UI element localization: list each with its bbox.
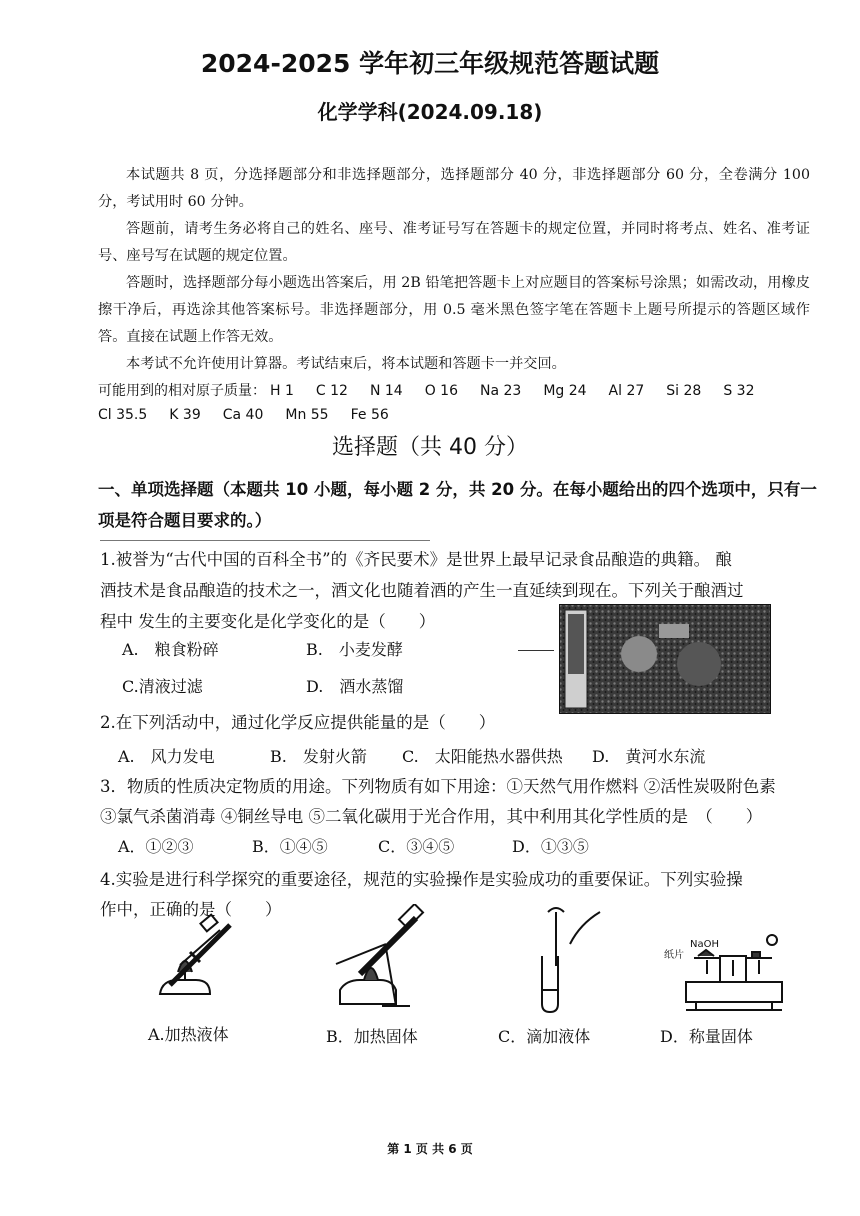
instruction-paragraph: 本考试不允许使用计算器。考试结束后，将本试题和答题卡一并交回。 <box>126 356 566 372</box>
page-footer: 第 1 页 共 6 页 <box>387 1142 473 1156</box>
paper-label: 纸片 <box>664 950 684 961</box>
mass-item: Na 23 <box>479 383 522 399</box>
q3-option-a[interactable]: A．①②③ <box>118 837 194 856</box>
mass-item: K 39 <box>169 407 201 423</box>
part-title: 一、单项选择题（本题共 10 小题，每小题 2 分，共 20 分。在每小题给出的四个选项中，只有一项是符合题目要求的。） <box>98 480 817 530</box>
divider-line <box>518 650 554 651</box>
mass-item: S 32 <box>723 383 755 399</box>
q1-option-d[interactable]: D. 酒水蒸馏 <box>306 677 404 696</box>
instruction-paragraph: 本试题共 8 页，分选择题部分和非选择题部分，选择题部分 40 分，非选择题部分 60 分，全卷满分 100 分，考试用时 60 分钟。 <box>98 167 810 210</box>
q2-option-d[interactable]: D. 黄河水东流 <box>592 747 706 766</box>
alcohol-lamp-icon <box>340 980 396 1004</box>
book-illustration-image <box>559 604 771 714</box>
atomic-mass-row-2 <box>98 407 411 423</box>
mass-item: Cl 35.5 <box>98 407 148 423</box>
question-1-stem: 酒技术是食品酿造的技术之一，酒文化也随着酒的产生一直延续到现在。下列关于酿酒过 <box>100 581 744 600</box>
q1-option-b[interactable]: B. 小麦发酵 <box>306 640 403 659</box>
heating-liquid-diagram <box>150 910 250 1010</box>
question-3-stem: 3．物质的性质决定物质的用途。下列物质有如下用途：①天然气用作燃料 ②活性炭吸附色素 <box>100 777 776 796</box>
q1-option-a[interactable]: A. 粮食粉碎 <box>122 640 219 659</box>
alcohol-lamp-icon <box>160 980 210 994</box>
mass-item: C 12 <box>315 383 348 399</box>
q2-option-c[interactable]: C. 太阳能热水器供热 <box>402 747 563 766</box>
instructions <box>98 162 810 378</box>
atomic-mass-label: 可能用到的相对原子质量： <box>98 383 266 399</box>
mass-item: N 14 <box>369 383 403 399</box>
mass-item: H 1 <box>270 383 294 399</box>
q2-option-b[interactable]: B. 发射火箭 <box>270 747 367 766</box>
mass-item: Al 27 <box>608 383 645 399</box>
question-1-stem: 1.被誉为“古代中国的百科全书”的《齐民要术》是世界上最早记录食品酿造的典籍。 酿 <box>100 550 732 569</box>
q3-option-c[interactable]: C．③④⑤ <box>378 837 455 856</box>
section-title: 选择题（共 40 分） <box>332 435 528 460</box>
question-2-stem: 2.在下列活动中，通过化学反应提供能量的是（ ） <box>100 713 496 732</box>
mass-item: Ca 40 <box>222 407 264 423</box>
mass-item: Fe 56 <box>350 407 389 423</box>
question-3-stem: ③氯气杀菌消毒 ④铜丝导电 ⑤二氧化碳用于光合作用，其中利用其化学性质的是 （ ） <box>100 807 763 826</box>
q4-caption-b[interactable]: B．加热固体 <box>326 1027 418 1046</box>
exam-title: 2024-2025 学年初三年级规范答题试题 <box>200 49 660 78</box>
q2-option-a[interactable]: A. 风力发电 <box>118 747 215 766</box>
instruction-paragraph: 答题时，选择题部分每小题选出答案后，用 2B 铅笔把答题卡上对应题目的答案标号涂黑；如需改动，用橡皮擦干净后，再选涂其他答案标号。非选择题部分，用 0.5 毫米黑色签字笔在答题卡上题号所提示的答题区域作答。直接在试题上作答无效。 <box>98 275 810 345</box>
dropping-liquid-diagram <box>520 904 610 1014</box>
heating-solid-diagram <box>326 904 436 1008</box>
balance-diagram <box>680 930 790 1014</box>
atomic-mass-row-1 <box>98 380 776 400</box>
mass-item: Mn 55 <box>285 407 329 423</box>
instruction-paragraph: 答题前，请考生务必将自己的姓名、座号、准考证号写在答题卡的规定位置，并同时将考点、姓名、准考证号、座号写在试题的规定位置。 <box>98 221 810 264</box>
question-1-stem: 程中 发生的主要变化是化学变化的是（ ） <box>100 612 436 631</box>
question-4-stem: 4.实验是进行科学探究的重要途径，规范的实验操作是实验成功的重要保证。下列实验操 <box>100 870 743 889</box>
q4-caption-d[interactable]: D．称量固体 <box>660 1027 753 1046</box>
q1-option-c[interactable]: C.清液过滤 <box>122 677 203 696</box>
q3-option-d[interactable]: D．①③⑤ <box>512 837 589 856</box>
q4-caption-a[interactable]: A.加热液体 <box>148 1025 229 1044</box>
weight-icon <box>767 935 777 945</box>
q4-caption-c[interactable]: C．滴加液体 <box>498 1027 591 1046</box>
question-4-stem: 作中，正确的是（ ） <box>100 900 282 919</box>
mass-item: Si 28 <box>666 383 702 399</box>
mass-item: Mg 24 <box>543 383 587 399</box>
q3-option-b[interactable]: B．①④⑤ <box>252 837 328 856</box>
divider-line <box>100 540 430 541</box>
mass-item: O 16 <box>424 383 458 399</box>
dropper-bulb-icon <box>548 908 564 912</box>
exam-subtitle: 化学学科(2024.09.18) <box>317 100 543 124</box>
naoh-label: NaOH <box>690 939 719 950</box>
